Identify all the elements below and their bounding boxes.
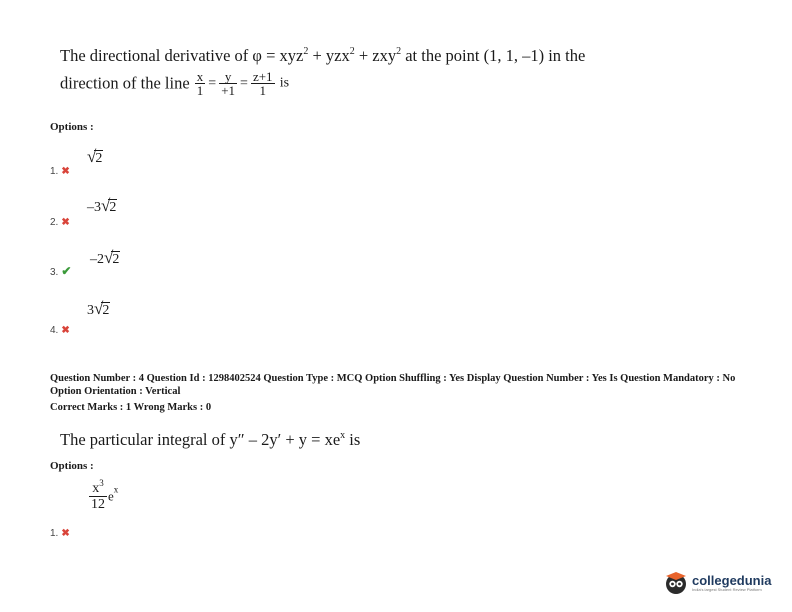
option-value[interactable] (87, 147, 103, 167)
marks-info: Correct Marks : 1 Wrong Marks : 0 (50, 402, 212, 413)
question-text: The directional derivative of φ = xyz$^2$ + yzx$^2$ + zxy$^2$ at the point (1, 1, –1) in the (60, 46, 586, 65)
question-text-line2: direction of the line $\frac{x}{1}$ = $\frac{y}{+1}$ = $\frac{z+1}{1}$ is (60, 69, 290, 98)
question-text: The particular integral of $y'' - 2y' + y = xe^x$ is (60, 430, 361, 449)
option-value[interactable]: –2√2 (90, 248, 120, 267)
fraction: $\frac{x}{1}$ (196, 69, 204, 98)
sqrt-expression: √2 (104, 248, 120, 267)
graduation-cap-icon (663, 570, 689, 596)
cross-icon: ✖ (61, 217, 70, 228)
option-2[interactable]: 2. ✖ (50, 217, 70, 228)
check-icon: ✔ (61, 264, 72, 278)
fraction: $\frac{z+1}{1}$ (252, 69, 273, 98)
option-3[interactable]: 3. ✔ (50, 264, 72, 278)
sqrt-expression: √2 (87, 147, 103, 166)
option-4[interactable]: 4. ✖ (50, 325, 70, 336)
options-label: Options : (50, 460, 94, 472)
option-value[interactable]: 3√2 (87, 299, 110, 318)
option-1[interactable]: 1. ✖ (50, 528, 70, 539)
option-1[interactable]: 1. ✖ (50, 166, 70, 177)
question-metadata: Question Number : 4 Question Id : 1298402524 Question Type : MCQ Option Shuffling : Yes Display Question Number : Yes Is Question Mandatory : No Option Orientation : Vertical (50, 373, 736, 397)
option-value[interactable]: –3√2 (87, 196, 117, 215)
cross-icon: ✖ (61, 528, 70, 539)
sqrt-expression: √2 (94, 299, 110, 318)
option-value[interactable]: $\frac{x^3}{12}$ $e^x$ (91, 478, 119, 512)
fraction: $\frac{y}{+1}$ (221, 69, 236, 98)
sqrt-expression: √2 (101, 196, 117, 215)
fraction: $\frac{x^3}{12}$ (91, 478, 105, 512)
collegedunia-logo: collegedunia India's largest Student Review Platform (663, 570, 771, 596)
cross-icon: ✖ (61, 325, 70, 336)
options-label: Options : (50, 121, 94, 133)
cross-icon: ✖ (61, 166, 70, 177)
